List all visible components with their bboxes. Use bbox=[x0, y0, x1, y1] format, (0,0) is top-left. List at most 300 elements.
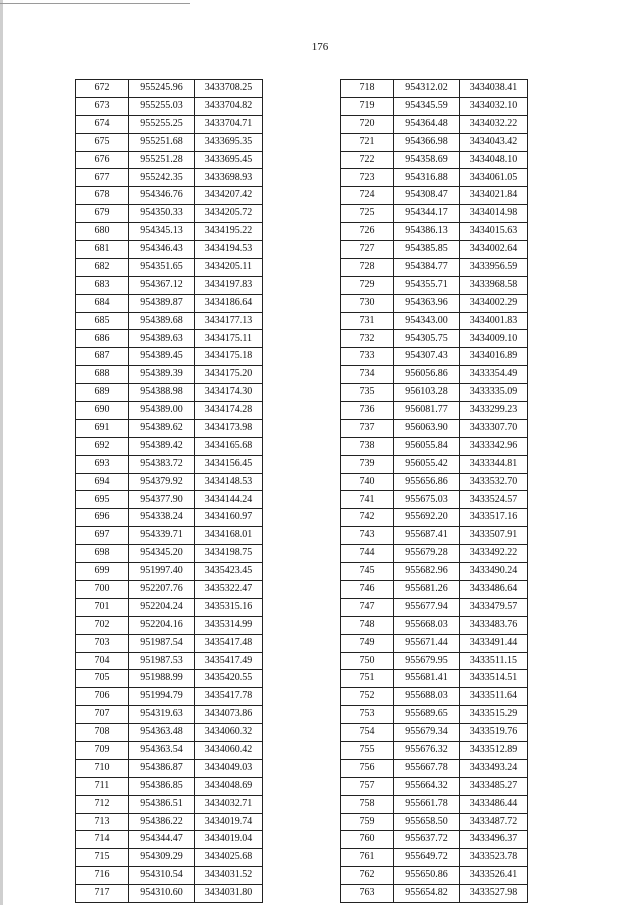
point-number-cell: 674 bbox=[76, 115, 129, 133]
point-number-cell: 761 bbox=[341, 849, 394, 867]
table-row bbox=[76, 133, 263, 151]
x-coordinate-cell: 954367.12 bbox=[129, 276, 195, 294]
y-coordinate-cell: 3433485.27 bbox=[460, 777, 528, 795]
table-row bbox=[341, 509, 528, 527]
y-coordinate-cell: 3433527.98 bbox=[460, 885, 528, 903]
point-number-cell: 672 bbox=[76, 80, 129, 98]
table-row bbox=[76, 276, 263, 294]
table-row bbox=[76, 419, 263, 437]
table-row bbox=[76, 777, 263, 795]
y-coordinate-cell: 3433491.44 bbox=[460, 634, 528, 652]
table-row bbox=[341, 294, 528, 312]
table-row bbox=[341, 80, 528, 98]
point-number-cell: 691 bbox=[76, 419, 129, 437]
point-number-cell: 749 bbox=[341, 634, 394, 652]
point-number-cell: 714 bbox=[76, 831, 129, 849]
y-coordinate-cell: 3433479.57 bbox=[460, 598, 528, 616]
point-number-cell: 683 bbox=[76, 276, 129, 294]
point-number-cell: 715 bbox=[76, 849, 129, 867]
x-coordinate-cell: 955675.03 bbox=[394, 491, 460, 509]
x-coordinate-cell: 955679.34 bbox=[394, 724, 460, 742]
point-number-cell: 729 bbox=[341, 276, 394, 294]
y-coordinate-cell: 3433307.70 bbox=[460, 419, 528, 437]
point-number-cell: 701 bbox=[76, 598, 129, 616]
point-number-cell: 763 bbox=[341, 885, 394, 903]
y-coordinate-cell: 3435420.55 bbox=[195, 670, 263, 688]
y-coordinate-cell: 3434015.63 bbox=[460, 223, 528, 241]
y-coordinate-cell: 3434049.03 bbox=[195, 759, 263, 777]
table-row bbox=[76, 724, 263, 742]
x-coordinate-cell: 954389.42 bbox=[129, 437, 195, 455]
y-coordinate-cell: 3433704.71 bbox=[195, 115, 263, 133]
point-number-cell: 718 bbox=[341, 80, 394, 98]
point-number-cell: 689 bbox=[76, 384, 129, 402]
point-number-cell: 699 bbox=[76, 563, 129, 581]
table-row bbox=[76, 491, 263, 509]
table-row bbox=[76, 330, 263, 348]
x-coordinate-cell: 954346.76 bbox=[129, 187, 195, 205]
x-coordinate-cell: 954339.71 bbox=[129, 527, 195, 545]
x-coordinate-cell: 954363.96 bbox=[394, 294, 460, 312]
y-coordinate-cell: 3433704.82 bbox=[195, 97, 263, 115]
y-coordinate-cell: 3434175.20 bbox=[195, 366, 263, 384]
point-number-cell: 732 bbox=[341, 330, 394, 348]
table-row bbox=[76, 849, 263, 867]
table-row bbox=[341, 455, 528, 473]
point-number-cell: 679 bbox=[76, 205, 129, 223]
table-row bbox=[341, 437, 528, 455]
x-coordinate-cell: 952204.24 bbox=[129, 598, 195, 616]
y-coordinate-cell: 3433354.49 bbox=[460, 366, 528, 384]
x-coordinate-cell: 954389.87 bbox=[129, 294, 195, 312]
point-number-cell: 743 bbox=[341, 527, 394, 545]
table-row bbox=[341, 706, 528, 724]
y-coordinate-cell: 3433515.29 bbox=[460, 706, 528, 724]
y-coordinate-cell: 3434175.18 bbox=[195, 348, 263, 366]
y-coordinate-cell: 3434038.41 bbox=[460, 80, 528, 98]
table-row bbox=[341, 348, 528, 366]
x-coordinate-cell: 954316.88 bbox=[394, 169, 460, 187]
y-coordinate-cell: 3433511.15 bbox=[460, 652, 528, 670]
table-row bbox=[341, 670, 528, 688]
table-row bbox=[341, 688, 528, 706]
x-coordinate-cell: 955650.86 bbox=[394, 867, 460, 885]
table-row bbox=[76, 741, 263, 759]
table-row bbox=[341, 849, 528, 867]
y-coordinate-cell: 3435417.49 bbox=[195, 652, 263, 670]
y-coordinate-cell: 3433486.64 bbox=[460, 580, 528, 598]
x-coordinate-cell: 955682.96 bbox=[394, 563, 460, 581]
x-coordinate-cell: 954355.71 bbox=[394, 276, 460, 294]
x-coordinate-cell: 955656.86 bbox=[394, 473, 460, 491]
y-coordinate-cell: 3434031.80 bbox=[195, 885, 263, 903]
y-coordinate-cell: 3434061.05 bbox=[460, 169, 528, 187]
table-row bbox=[341, 330, 528, 348]
point-number-cell: 723 bbox=[341, 169, 394, 187]
y-coordinate-cell: 3433519.76 bbox=[460, 724, 528, 742]
point-number-cell: 735 bbox=[341, 384, 394, 402]
x-coordinate-cell: 955692.20 bbox=[394, 509, 460, 527]
table-row bbox=[76, 813, 263, 831]
point-number-cell: 678 bbox=[76, 187, 129, 205]
y-coordinate-cell: 3434031.52 bbox=[195, 867, 263, 885]
y-coordinate-cell: 3434194.53 bbox=[195, 241, 263, 259]
y-coordinate-cell: 3434019.04 bbox=[195, 831, 263, 849]
y-coordinate-cell: 3433483.76 bbox=[460, 616, 528, 634]
table-row bbox=[76, 580, 263, 598]
y-coordinate-cell: 3433956.59 bbox=[460, 258, 528, 276]
x-coordinate-cell: 954389.68 bbox=[129, 312, 195, 330]
table-row bbox=[341, 652, 528, 670]
coordinates-table-left bbox=[75, 79, 263, 903]
table-row bbox=[341, 205, 528, 223]
y-coordinate-cell: 3435314.99 bbox=[195, 616, 263, 634]
x-coordinate-cell: 956055.42 bbox=[394, 455, 460, 473]
table-row bbox=[76, 634, 263, 652]
point-number-cell: 713 bbox=[76, 813, 129, 831]
x-coordinate-cell: 955679.28 bbox=[394, 545, 460, 563]
y-coordinate-cell: 3433514.51 bbox=[460, 670, 528, 688]
y-coordinate-cell: 3433512.89 bbox=[460, 741, 528, 759]
x-coordinate-cell: 955689.65 bbox=[394, 706, 460, 724]
table-row bbox=[341, 402, 528, 420]
x-coordinate-cell: 954346.43 bbox=[129, 241, 195, 259]
point-number-cell: 692 bbox=[76, 437, 129, 455]
x-coordinate-cell: 954385.85 bbox=[394, 241, 460, 259]
y-coordinate-cell: 3433698.93 bbox=[195, 169, 263, 187]
x-coordinate-cell: 955681.26 bbox=[394, 580, 460, 598]
x-coordinate-cell: 954386.85 bbox=[129, 777, 195, 795]
table-row bbox=[76, 312, 263, 330]
y-coordinate-cell: 3434175.11 bbox=[195, 330, 263, 348]
x-coordinate-cell: 955255.03 bbox=[129, 97, 195, 115]
x-coordinate-cell: 954386.13 bbox=[394, 223, 460, 241]
table-row bbox=[76, 97, 263, 115]
y-coordinate-cell: 3434048.69 bbox=[195, 777, 263, 795]
point-number-cell: 693 bbox=[76, 455, 129, 473]
table-row bbox=[341, 241, 528, 259]
x-coordinate-cell: 954309.29 bbox=[129, 849, 195, 867]
x-coordinate-cell: 954366.98 bbox=[394, 133, 460, 151]
x-coordinate-cell: 954358.69 bbox=[394, 151, 460, 169]
point-number-cell: 747 bbox=[341, 598, 394, 616]
table-row bbox=[76, 545, 263, 563]
table-row bbox=[76, 473, 263, 491]
table-row bbox=[341, 419, 528, 437]
x-coordinate-cell: 954305.75 bbox=[394, 330, 460, 348]
y-coordinate-cell: 3434032.71 bbox=[195, 795, 263, 813]
point-number-cell: 731 bbox=[341, 312, 394, 330]
point-number-cell: 725 bbox=[341, 205, 394, 223]
x-coordinate-cell: 954386.87 bbox=[129, 759, 195, 777]
x-coordinate-cell: 955255.25 bbox=[129, 115, 195, 133]
y-coordinate-cell: 3434165.68 bbox=[195, 437, 263, 455]
x-coordinate-cell: 955637.72 bbox=[394, 831, 460, 849]
y-coordinate-cell: 3433524.57 bbox=[460, 491, 528, 509]
y-coordinate-cell: 3433486.44 bbox=[460, 795, 528, 813]
y-coordinate-cell: 3434174.30 bbox=[195, 384, 263, 402]
x-coordinate-cell: 955681.41 bbox=[394, 670, 460, 688]
table-row bbox=[76, 384, 263, 402]
point-number-cell: 757 bbox=[341, 777, 394, 795]
y-coordinate-cell: 3434174.28 bbox=[195, 402, 263, 420]
table-row bbox=[76, 563, 263, 581]
table-row bbox=[76, 706, 263, 724]
table-row bbox=[76, 670, 263, 688]
x-coordinate-cell: 955661.78 bbox=[394, 795, 460, 813]
point-number-cell: 696 bbox=[76, 509, 129, 527]
x-coordinate-cell: 954312.02 bbox=[394, 80, 460, 98]
table-row bbox=[76, 258, 263, 276]
x-coordinate-cell: 954389.62 bbox=[129, 419, 195, 437]
x-coordinate-cell: 951987.54 bbox=[129, 634, 195, 652]
table-row bbox=[76, 80, 263, 98]
point-number-cell: 677 bbox=[76, 169, 129, 187]
y-coordinate-cell: 3433490.24 bbox=[460, 563, 528, 581]
point-number-cell: 744 bbox=[341, 545, 394, 563]
y-coordinate-cell: 3434177.13 bbox=[195, 312, 263, 330]
point-number-cell: 711 bbox=[76, 777, 129, 795]
table-row bbox=[341, 598, 528, 616]
point-number-cell: 754 bbox=[341, 724, 394, 742]
table-row bbox=[76, 652, 263, 670]
x-coordinate-cell: 955664.32 bbox=[394, 777, 460, 795]
point-number-cell: 673 bbox=[76, 97, 129, 115]
y-coordinate-cell: 3434032.22 bbox=[460, 115, 528, 133]
point-number-cell: 698 bbox=[76, 545, 129, 563]
table-row bbox=[76, 402, 263, 420]
x-coordinate-cell: 955687.41 bbox=[394, 527, 460, 545]
table-row bbox=[341, 151, 528, 169]
table-row bbox=[76, 187, 263, 205]
x-coordinate-cell: 954386.22 bbox=[129, 813, 195, 831]
x-coordinate-cell: 955667.78 bbox=[394, 759, 460, 777]
point-number-cell: 728 bbox=[341, 258, 394, 276]
y-coordinate-cell: 3434032.10 bbox=[460, 97, 528, 115]
point-number-cell: 686 bbox=[76, 330, 129, 348]
point-number-cell: 750 bbox=[341, 652, 394, 670]
table-row bbox=[76, 455, 263, 473]
x-coordinate-cell: 952207.76 bbox=[129, 580, 195, 598]
table-row bbox=[76, 115, 263, 133]
point-number-cell: 748 bbox=[341, 616, 394, 634]
point-number-cell: 722 bbox=[341, 151, 394, 169]
point-number-cell: 712 bbox=[76, 795, 129, 813]
y-coordinate-cell: 3434207.42 bbox=[195, 187, 263, 205]
x-coordinate-cell: 951987.53 bbox=[129, 652, 195, 670]
table-row bbox=[341, 777, 528, 795]
table-row bbox=[341, 831, 528, 849]
point-number-cell: 710 bbox=[76, 759, 129, 777]
x-coordinate-cell: 955671.44 bbox=[394, 634, 460, 652]
x-coordinate-cell: 954351.65 bbox=[129, 258, 195, 276]
x-coordinate-cell: 951994.79 bbox=[129, 688, 195, 706]
point-number-cell: 705 bbox=[76, 670, 129, 688]
y-coordinate-cell: 3434173.98 bbox=[195, 419, 263, 437]
point-number-cell: 755 bbox=[341, 741, 394, 759]
x-coordinate-cell: 955679.95 bbox=[394, 652, 460, 670]
table-row bbox=[341, 491, 528, 509]
y-coordinate-cell: 3433517.16 bbox=[460, 509, 528, 527]
table-row bbox=[341, 563, 528, 581]
point-number-cell: 709 bbox=[76, 741, 129, 759]
point-number-cell: 734 bbox=[341, 366, 394, 384]
point-number-cell: 697 bbox=[76, 527, 129, 545]
y-coordinate-cell: 3433507.91 bbox=[460, 527, 528, 545]
x-coordinate-cell: 954308.47 bbox=[394, 187, 460, 205]
x-coordinate-cell: 954345.20 bbox=[129, 545, 195, 563]
point-number-cell: 741 bbox=[341, 491, 394, 509]
table-row bbox=[341, 223, 528, 241]
point-number-cell: 733 bbox=[341, 348, 394, 366]
point-number-cell: 753 bbox=[341, 706, 394, 724]
table-row bbox=[76, 598, 263, 616]
table-row bbox=[76, 795, 263, 813]
point-number-cell: 752 bbox=[341, 688, 394, 706]
y-coordinate-cell: 3433335.09 bbox=[460, 384, 528, 402]
y-coordinate-cell: 3434060.42 bbox=[195, 741, 263, 759]
point-number-cell: 721 bbox=[341, 133, 394, 151]
y-coordinate-cell: 3433487.72 bbox=[460, 813, 528, 831]
point-number-cell: 758 bbox=[341, 795, 394, 813]
table-row bbox=[341, 187, 528, 205]
point-number-cell: 684 bbox=[76, 294, 129, 312]
x-coordinate-cell: 954310.54 bbox=[129, 867, 195, 885]
point-number-cell: 716 bbox=[76, 867, 129, 885]
point-number-cell: 746 bbox=[341, 580, 394, 598]
y-coordinate-cell: 3434160.97 bbox=[195, 509, 263, 527]
y-coordinate-cell: 3433708.25 bbox=[195, 80, 263, 98]
y-coordinate-cell: 3435417.78 bbox=[195, 688, 263, 706]
x-coordinate-cell: 954364.48 bbox=[394, 115, 460, 133]
table-row bbox=[76, 169, 263, 187]
y-coordinate-cell: 3433492.22 bbox=[460, 545, 528, 563]
x-coordinate-cell: 954377.90 bbox=[129, 491, 195, 509]
x-coordinate-cell: 956056.86 bbox=[394, 366, 460, 384]
x-coordinate-cell: 954388.98 bbox=[129, 384, 195, 402]
y-coordinate-cell: 3433968.58 bbox=[460, 276, 528, 294]
y-coordinate-cell: 3434168.01 bbox=[195, 527, 263, 545]
point-number-cell: 680 bbox=[76, 223, 129, 241]
y-coordinate-cell: 3434002.29 bbox=[460, 294, 528, 312]
y-coordinate-cell: 3434073.86 bbox=[195, 706, 263, 724]
x-coordinate-cell: 954338.24 bbox=[129, 509, 195, 527]
point-number-cell: 687 bbox=[76, 348, 129, 366]
x-coordinate-cell: 951997.40 bbox=[129, 563, 195, 581]
y-coordinate-cell: 3435315.16 bbox=[195, 598, 263, 616]
point-number-cell: 676 bbox=[76, 151, 129, 169]
table-row bbox=[341, 473, 528, 491]
x-coordinate-cell: 954384.77 bbox=[394, 258, 460, 276]
table-row bbox=[341, 885, 528, 903]
point-number-cell: 739 bbox=[341, 455, 394, 473]
y-coordinate-cell: 3434019.74 bbox=[195, 813, 263, 831]
y-coordinate-cell: 3434205.11 bbox=[195, 258, 263, 276]
table-row bbox=[341, 867, 528, 885]
point-number-cell: 737 bbox=[341, 419, 394, 437]
y-coordinate-cell: 3433511.64 bbox=[460, 688, 528, 706]
point-number-cell: 704 bbox=[76, 652, 129, 670]
table-row bbox=[341, 759, 528, 777]
table-row bbox=[341, 97, 528, 115]
y-coordinate-cell: 3434002.64 bbox=[460, 241, 528, 259]
x-coordinate-cell: 954350.33 bbox=[129, 205, 195, 223]
x-coordinate-cell: 955658.50 bbox=[394, 813, 460, 831]
point-number-cell: 700 bbox=[76, 580, 129, 598]
x-coordinate-cell: 954389.00 bbox=[129, 402, 195, 420]
table-row bbox=[76, 223, 263, 241]
point-number-cell: 762 bbox=[341, 867, 394, 885]
point-number-cell: 708 bbox=[76, 724, 129, 742]
point-number-cell: 681 bbox=[76, 241, 129, 259]
table-row bbox=[76, 831, 263, 849]
point-number-cell: 688 bbox=[76, 366, 129, 384]
x-coordinate-cell: 954363.54 bbox=[129, 741, 195, 759]
y-coordinate-cell: 3434205.72 bbox=[195, 205, 263, 223]
table-row bbox=[76, 616, 263, 634]
y-coordinate-cell: 3433695.35 bbox=[195, 133, 263, 151]
x-coordinate-cell: 956063.90 bbox=[394, 419, 460, 437]
y-coordinate-cell: 3433344.81 bbox=[460, 455, 528, 473]
y-coordinate-cell: 3433299.23 bbox=[460, 402, 528, 420]
x-coordinate-cell: 954344.17 bbox=[394, 205, 460, 223]
y-coordinate-cell: 3433493.24 bbox=[460, 759, 528, 777]
table-row bbox=[341, 616, 528, 634]
y-coordinate-cell: 3433532.70 bbox=[460, 473, 528, 491]
x-coordinate-cell: 954379.92 bbox=[129, 473, 195, 491]
x-coordinate-cell: 955676.32 bbox=[394, 741, 460, 759]
y-coordinate-cell: 3434195.22 bbox=[195, 223, 263, 241]
point-number-cell: 756 bbox=[341, 759, 394, 777]
point-number-cell: 736 bbox=[341, 402, 394, 420]
point-number-cell: 717 bbox=[76, 885, 129, 903]
x-coordinate-cell: 954310.60 bbox=[129, 885, 195, 903]
page-number: 176 bbox=[311, 41, 329, 53]
table-row bbox=[341, 384, 528, 402]
point-number-cell: 694 bbox=[76, 473, 129, 491]
table-row bbox=[76, 151, 263, 169]
table-row bbox=[76, 241, 263, 259]
y-coordinate-cell: 3434144.24 bbox=[195, 491, 263, 509]
x-coordinate-cell: 952204.16 bbox=[129, 616, 195, 634]
table-row bbox=[341, 258, 528, 276]
point-number-cell: 740 bbox=[341, 473, 394, 491]
y-coordinate-cell: 3433342.96 bbox=[460, 437, 528, 455]
x-coordinate-cell: 954344.47 bbox=[129, 831, 195, 849]
y-coordinate-cell: 3433695.45 bbox=[195, 151, 263, 169]
x-coordinate-cell: 954345.59 bbox=[394, 97, 460, 115]
y-coordinate-cell: 3433526.41 bbox=[460, 867, 528, 885]
point-number-cell: 730 bbox=[341, 294, 394, 312]
x-coordinate-cell: 956081.77 bbox=[394, 402, 460, 420]
y-coordinate-cell: 3434148.53 bbox=[195, 473, 263, 491]
point-number-cell: 706 bbox=[76, 688, 129, 706]
y-coordinate-cell: 3434009.10 bbox=[460, 330, 528, 348]
table-row bbox=[341, 634, 528, 652]
point-number-cell: 695 bbox=[76, 491, 129, 509]
table-row bbox=[341, 580, 528, 598]
point-number-cell: 742 bbox=[341, 509, 394, 527]
y-coordinate-cell: 3434021.84 bbox=[460, 187, 528, 205]
x-coordinate-cell: 954389.45 bbox=[129, 348, 195, 366]
table-row bbox=[76, 348, 263, 366]
x-coordinate-cell: 954389.39 bbox=[129, 366, 195, 384]
x-coordinate-cell: 954343.00 bbox=[394, 312, 460, 330]
x-coordinate-cell: 951988.99 bbox=[129, 670, 195, 688]
y-coordinate-cell: 3434001.83 bbox=[460, 312, 528, 330]
y-coordinate-cell: 3433523.78 bbox=[460, 849, 528, 867]
table-row bbox=[76, 688, 263, 706]
